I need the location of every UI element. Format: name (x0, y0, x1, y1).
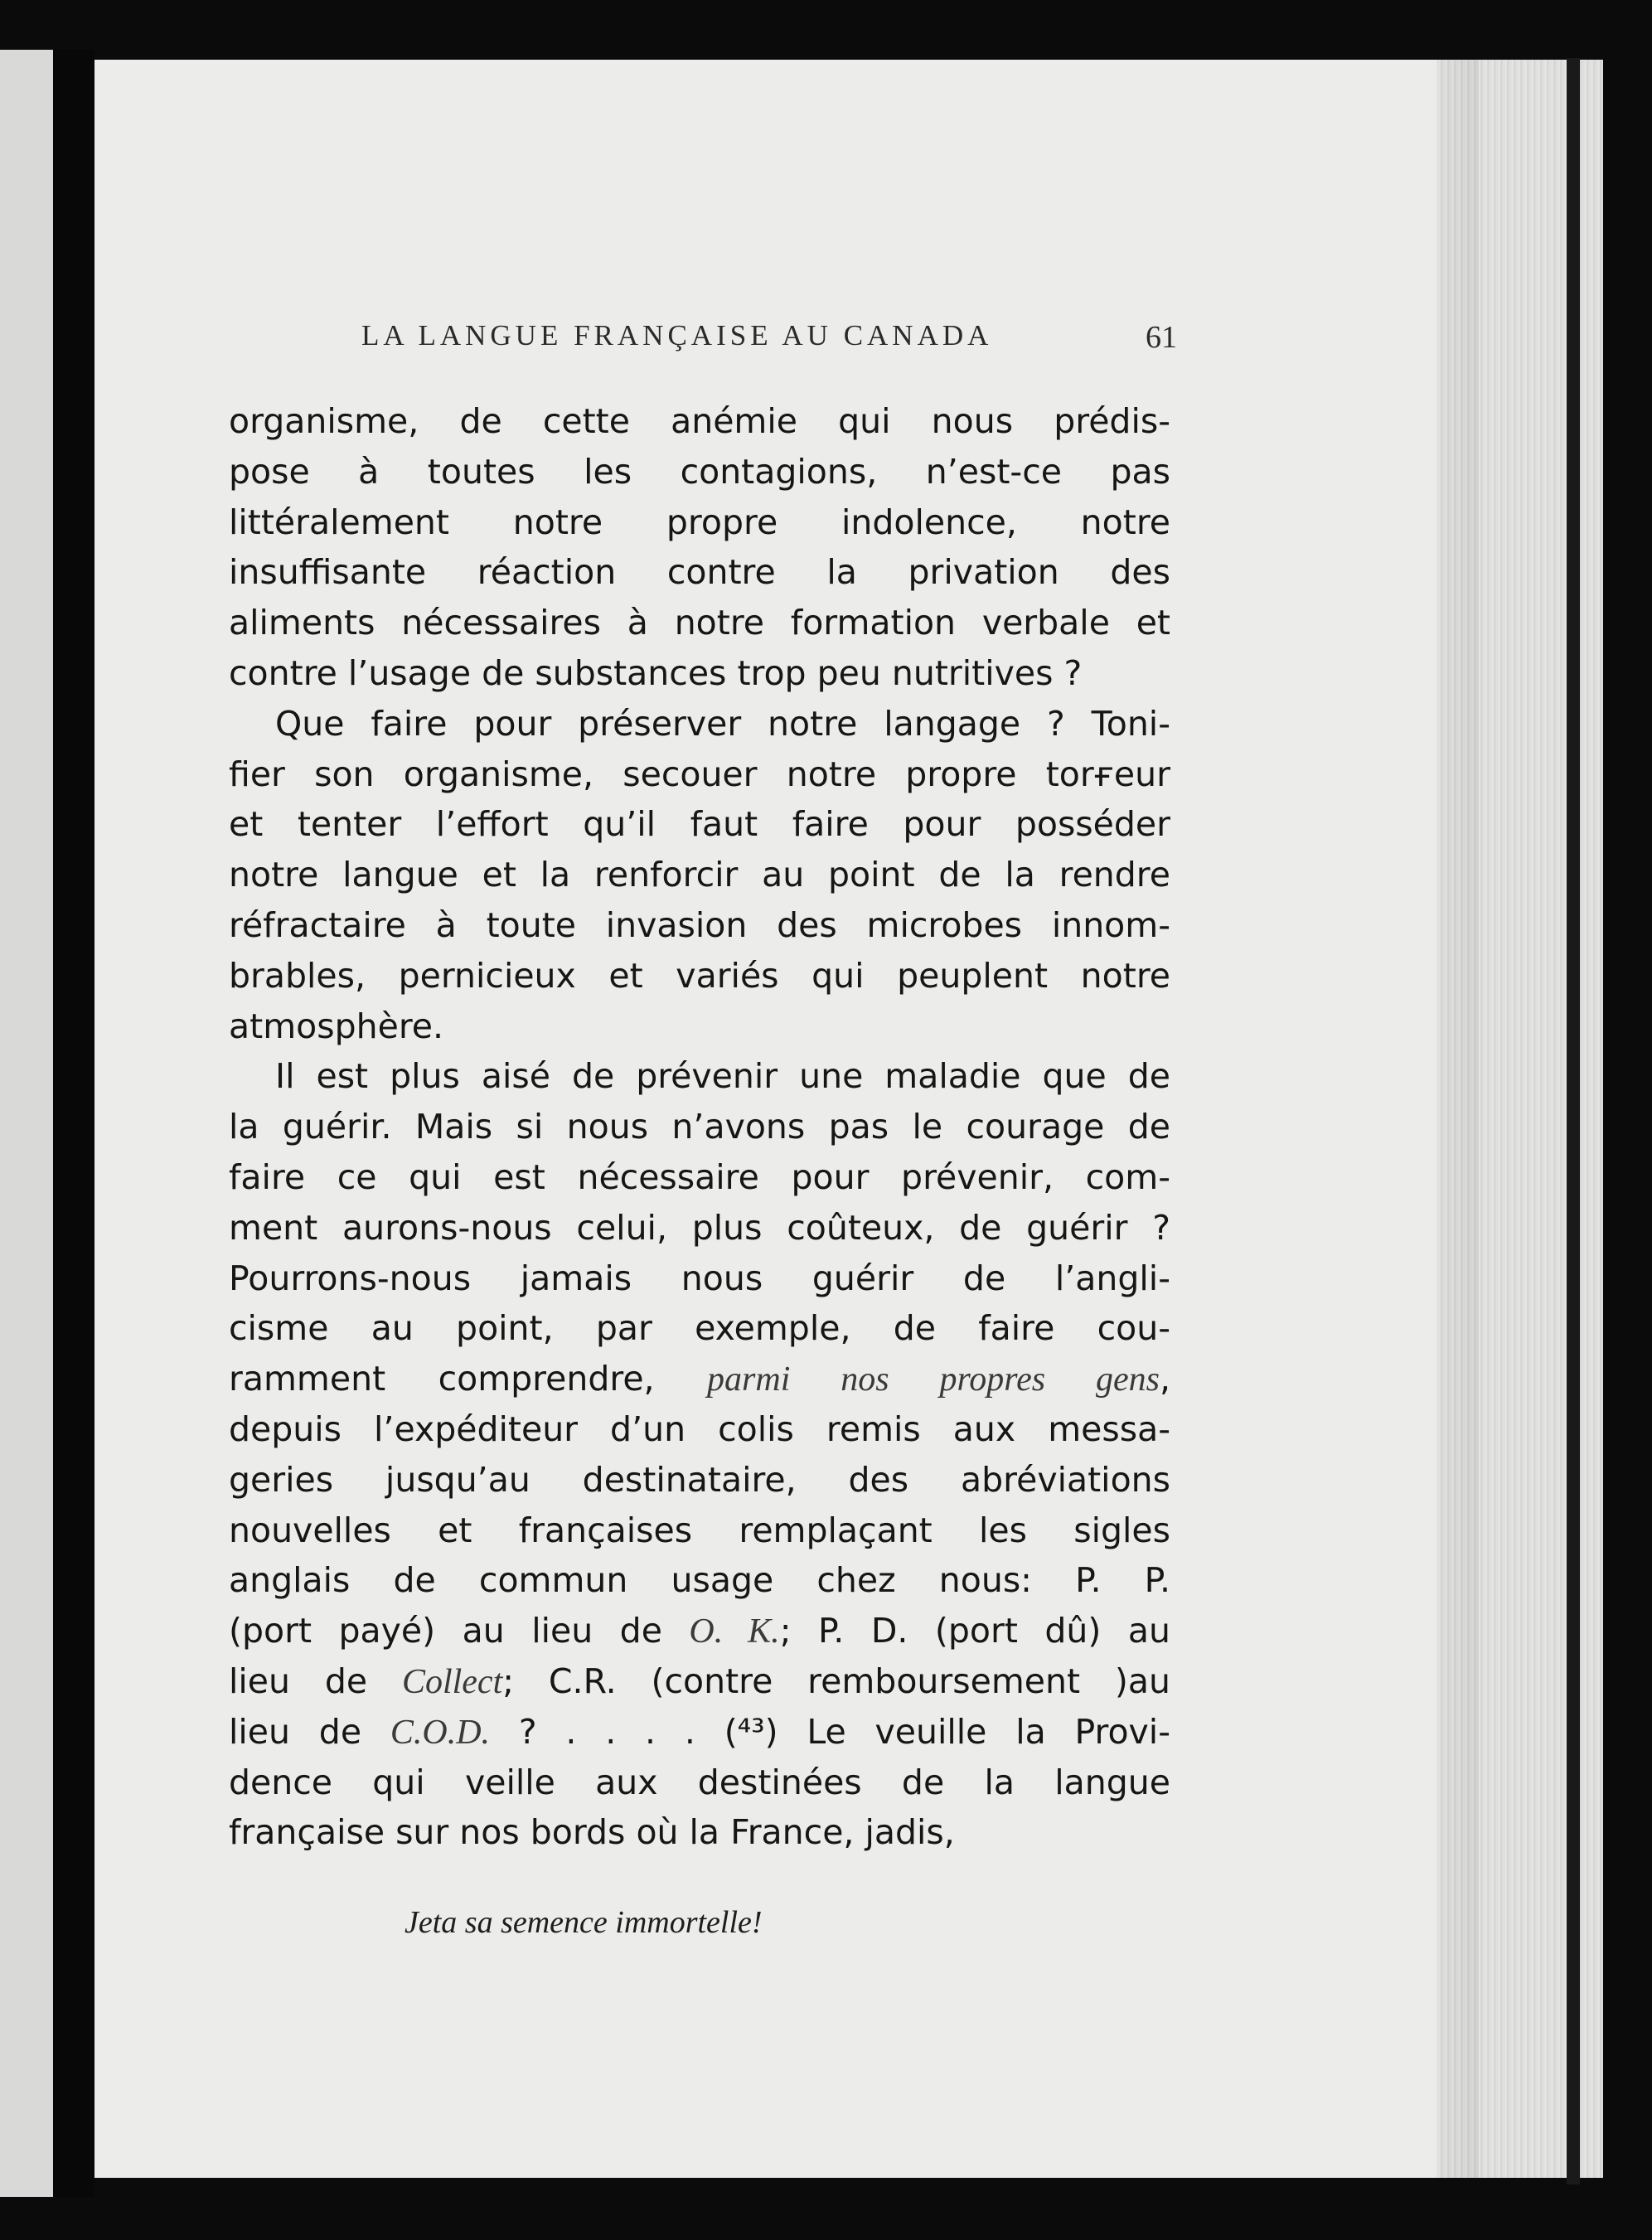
text-line: française sur nos bords où la France, jadis, (229, 1812, 955, 1853)
text-run: , (1159, 1359, 1170, 1399)
text-line: réfractaire à toute invasion des microbes innom- (229, 904, 1170, 945)
page-number: 61 (1146, 320, 1177, 355)
text-line: anglais de commun usage chez nous: P. P. (229, 1560, 1170, 1601)
text-line: organisme, de cette anémie qui nous prédis- (229, 401, 1170, 441)
text-run: (port payé) au lieu de (229, 1611, 690, 1651)
body-text (229, 396, 1170, 1858)
right-edge-bar (1567, 58, 1580, 2184)
book-gutter (53, 50, 94, 2197)
text-line: nouvelles et françaises remplaçant les sigles (229, 1510, 1170, 1550)
text-line: depuis l’expéditeur d’un colis remis aux messa- (229, 1408, 1170, 1449)
text-line: contre l’usage de substances trop peu nutritives ? (229, 652, 1083, 693)
text-run: ramment comprendre, (229, 1359, 708, 1399)
italic-text: C.O.D. (390, 1713, 491, 1752)
italic-text: O. K. (689, 1612, 780, 1651)
text-line (229, 1707, 1170, 1758)
text-line (229, 1354, 1170, 1404)
text-line (229, 1606, 1170, 1656)
paragraph-start-line: Il est plus aisé de prévenir une maladie que de (275, 1056, 1170, 1097)
text-line: aliments nécessaires à notre formation verbale et (229, 603, 1170, 643)
fore-edge-shadow (1429, 60, 1479, 2178)
running-header (361, 319, 1177, 369)
text-line: insuffisante réaction contre la privation des (229, 552, 1170, 593)
text-line: littéralement notre propre indolence, notre (229, 502, 1170, 542)
text-line: la guérir. Mais si nous n’avons pas le courage de (229, 1107, 1170, 1147)
text-run: ; P. D. (port dû) au (779, 1611, 1170, 1651)
text-line (229, 1656, 1170, 1707)
text-line: geries jusqu’au destinataire, des abréviations (229, 1459, 1170, 1500)
text-line: dence qui veille aux destinées de la langue (229, 1762, 1170, 1802)
paragraph-start-line: Que faire pour préserver notre langage ? Toni- (275, 703, 1170, 744)
text-line: atmosphère. (229, 1006, 444, 1046)
text-line: notre langue et la renforcir au point de la rendre (229, 855, 1170, 895)
text-line: et tenter l’effort qu’il faut faire pour posséder (229, 804, 1170, 845)
text-line: Pourrons-nous jamais nous guérir de l’angli- (229, 1258, 1170, 1298)
text-run: ? . . . . (⁴³) Le veuille la Provi- (490, 1711, 1170, 1752)
text-line: ment aurons-nous celui, plus coûteux, de guérir ? (229, 1207, 1170, 1248)
text-line: cisme au point, par exemple, de faire cou- (229, 1308, 1170, 1349)
text-line: brables, pernicieux et variés qui peuplent notre (229, 955, 1170, 996)
previous-page-edge (0, 50, 53, 2197)
italic-text: Collect (401, 1662, 503, 1701)
running-title: LA LANGUE FRANÇAISE AU CANADA (361, 319, 993, 352)
text-line: pose à toutes les contagions, n’est-ce pas (229, 451, 1170, 492)
text-line: faire ce qui est nécessaire pour prévenir, com- (229, 1156, 1170, 1197)
italic-text: parmi nos propres gens (707, 1360, 1160, 1399)
text-run: ; C.R. (contre remboursement )au (502, 1661, 1170, 1701)
text-run: lieu de (229, 1711, 390, 1752)
verse-quotation: Jeta sa semence immortelle! (405, 1905, 763, 1940)
text-line: fier son organisme, secouer notre propre torғeur (229, 754, 1170, 794)
text-run: lieu de (229, 1661, 402, 1701)
